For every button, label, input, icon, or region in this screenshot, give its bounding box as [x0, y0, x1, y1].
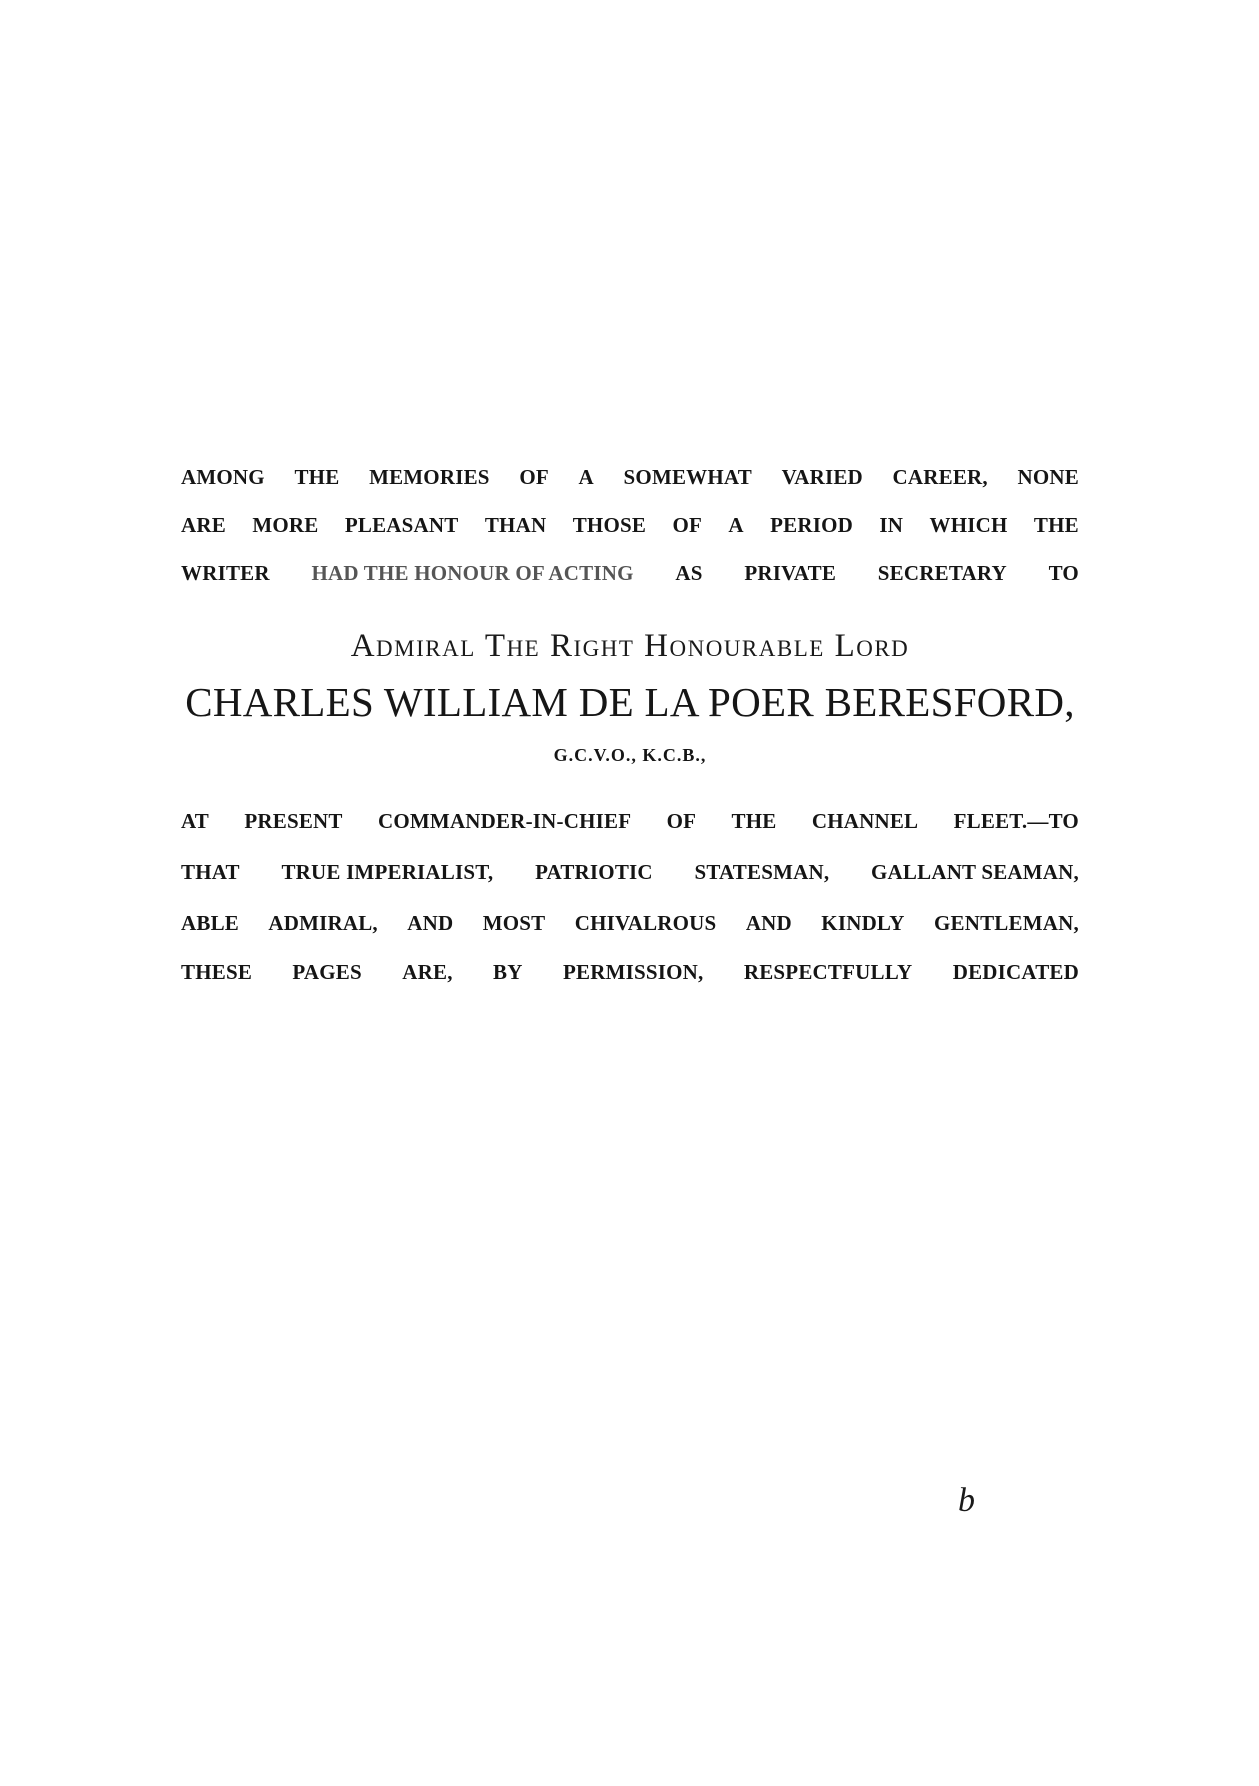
word: CAREER,: [892, 465, 988, 489]
word: PERMISSION,: [562, 960, 704, 984]
word: ARE: [181, 513, 226, 537]
word: RESPECTFULLY: [743, 960, 913, 984]
word: THE: [731, 809, 777, 833]
word: MORE: [252, 513, 319, 537]
word: CHIVALROUS: [574, 911, 717, 935]
word: VARIED: [781, 465, 863, 489]
word: PAGES: [292, 960, 362, 984]
word: A: [578, 465, 594, 489]
dedication-line-3: [181, 560, 1079, 586]
word: THE: [1033, 513, 1079, 537]
dedication-line-2: [181, 512, 1079, 538]
word: IN: [879, 513, 904, 537]
word: THESE: [181, 960, 253, 984]
closing-line-1: [181, 808, 1079, 834]
word: OF: [672, 513, 703, 537]
dedicatee-title: Admiral The Right Honourable Lord: [350, 628, 910, 664]
word: MEMORIES: [369, 465, 490, 489]
word: AMONG: [181, 465, 265, 489]
word: PLEASANT: [344, 513, 459, 537]
word: ADMIRAL,: [268, 911, 378, 935]
word: STATESMAN,: [694, 860, 830, 884]
word: SECRETARY: [877, 561, 1007, 585]
word: KINDLY: [821, 911, 905, 935]
closing-line-3: [181, 910, 1079, 936]
word: DEDICATED: [952, 960, 1079, 984]
dedicatee-honours: G.C.V.O., K.C.B.,: [553, 745, 707, 765]
word: AT: [181, 809, 210, 833]
word: NONE: [1017, 465, 1079, 489]
closing-line-4: [181, 959, 1079, 985]
word: PRESENT: [244, 809, 343, 833]
word: AND: [407, 911, 454, 935]
word: ARE,: [402, 960, 453, 984]
word: THE: [294, 465, 340, 489]
word: FLEET.—TO: [953, 809, 1079, 833]
word: COMMANDER-IN-CHIEF: [378, 809, 632, 833]
word: GALLANT SEAMAN,: [871, 860, 1079, 884]
page-folio: b: [958, 1482, 975, 1519]
word: WRITER: [181, 561, 270, 585]
word: PERIOD: [770, 513, 854, 537]
word: AND: [745, 911, 792, 935]
word: TRUE IMPERIALIST,: [281, 860, 494, 884]
word: A: [728, 513, 744, 537]
word: AS: [675, 561, 703, 585]
word: TO: [1048, 561, 1079, 585]
word: CHANNEL: [811, 809, 919, 833]
word: WHICH: [929, 513, 1008, 537]
word: PATRIOTIC: [535, 860, 653, 884]
word: OF: [519, 465, 549, 489]
word: ABLE: [181, 911, 239, 935]
word: MOST: [482, 911, 546, 935]
word: SOMEWHAT: [623, 465, 752, 489]
word: GENTLEMAN,: [933, 911, 1079, 935]
word: THAN: [484, 513, 547, 537]
word: OF: [666, 809, 697, 833]
word: THOSE: [572, 513, 647, 537]
dedicatee-name: CHARLES WILLIAM DE LA POER BERESFORD,: [185, 679, 1075, 725]
dedication-line-1: [181, 464, 1079, 490]
faded-phrase: HAD THE HONOUR OF ACTING: [311, 561, 634, 585]
word: PRIVATE: [744, 561, 837, 585]
word: THAT: [181, 860, 240, 884]
closing-line-2: [181, 859, 1079, 885]
word: BY: [493, 960, 523, 984]
